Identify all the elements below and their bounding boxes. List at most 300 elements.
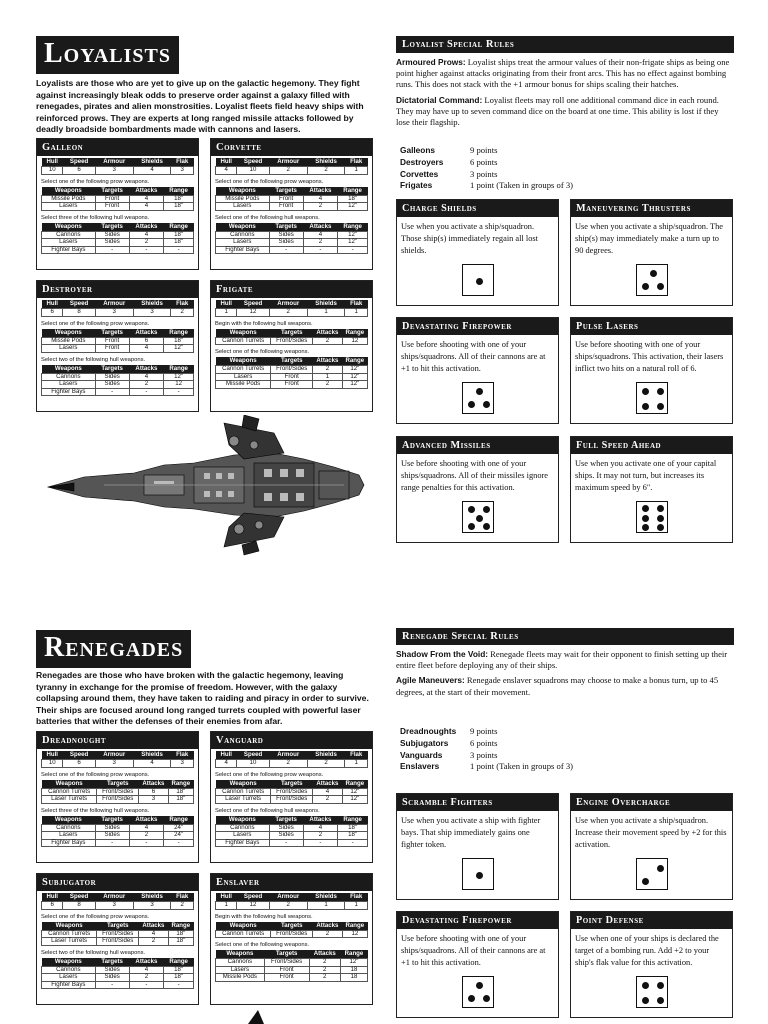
- stats-header-row: [216, 751, 368, 760]
- points-row: [400, 145, 573, 157]
- ship-card-body: [211, 298, 372, 391]
- table-row: [216, 366, 368, 374]
- column-header: Attacks: [129, 329, 164, 338]
- hull-weapons-table: [41, 958, 194, 990]
- table-cell: Front/Sides: [271, 366, 313, 374]
- loyalists-title: Loyalists: [36, 36, 179, 74]
- command-card-point-defense: [570, 911, 733, 1018]
- die-face-3-icon: [462, 382, 494, 414]
- points-ship-name: Corvettes: [400, 168, 439, 179]
- die-face-6-icon: [636, 501, 668, 533]
- command-card-title: Advanced Missiles: [397, 437, 558, 454]
- column-header: Speed: [63, 300, 95, 309]
- column-header: Armour: [269, 751, 307, 760]
- die-face-3-icon: [636, 264, 668, 296]
- points-value: 6 points: [470, 156, 498, 167]
- column-header: Targets: [97, 780, 139, 789]
- column-header: Speed: [63, 158, 95, 167]
- stats-table: [41, 751, 194, 768]
- die-pip: [642, 524, 649, 531]
- table-row: [216, 959, 368, 967]
- weapon-instructions: Select one of the following prow weapons.: [41, 178, 150, 185]
- table-cell: Front: [269, 195, 303, 203]
- table-cell: 12": [340, 959, 367, 967]
- table-cell: Lasers: [216, 203, 270, 211]
- table-cell: 1: [307, 902, 345, 910]
- die-pip: [642, 388, 649, 395]
- table-cell: 12: [237, 902, 269, 910]
- table-cell: 2: [313, 930, 342, 938]
- table-cell: Front/Sides: [97, 796, 139, 804]
- ship-card-title: Vanguard: [211, 732, 372, 749]
- ship-card-body: [211, 156, 372, 256]
- column-header: Targets: [271, 329, 313, 338]
- hull-weapons-table: [41, 365, 194, 397]
- table-cell: -: [95, 246, 129, 254]
- weapon-instructions: Select one of the following prow weapons.: [215, 771, 324, 778]
- table-row: [42, 839, 194, 847]
- loyalist-rule-dictatorial-command: Dictatorial Command: Loyalist fleets may roll one additional command dice in each round. They may have up to seven command dice on the board at one time. This ability is lost if they lose their flagship.: [396, 94, 719, 128]
- table-cell: 4: [129, 231, 164, 239]
- column-header: Speed: [237, 751, 269, 760]
- table-cell: 2: [269, 902, 307, 910]
- loyalists-intro: Loyalists are those who are yet to give up on the galactic hegemony. They fight against increasingly bleak odds to preserve order against a galaxy filled with renegades, pirates and alien monstrosities. Loyalist fleets field heavy ships with reinforced prows. They are experts at long ranged missile attacks followed by deadly broadside bombardments made with cannons and lasers.: [36, 78, 364, 135]
- table-cell: 3: [95, 902, 133, 910]
- table-cell: 2: [307, 760, 345, 768]
- column-header: Speed: [237, 158, 269, 167]
- column-header: Flak: [345, 751, 368, 760]
- table-cell: 2: [303, 832, 338, 840]
- table-row: [42, 981, 194, 989]
- die-pip: [476, 872, 483, 879]
- command-card-scramble-fighters: [396, 793, 559, 900]
- column-header: Attacks: [129, 365, 164, 374]
- table-cell: Sides: [269, 239, 303, 247]
- column-header: Range: [338, 223, 368, 232]
- column-header: Attacks: [139, 780, 168, 789]
- die-face-4-icon: [636, 976, 668, 1008]
- column-header: Weapons: [42, 329, 96, 338]
- command-card-maneuvering-thrusters: [570, 199, 733, 306]
- command-card-engine-overcharge: [570, 793, 733, 900]
- table-cell: -: [95, 839, 129, 847]
- points-value: 6 points: [470, 737, 498, 748]
- table-cell: -: [164, 839, 194, 847]
- table-cell: Cannons: [42, 824, 96, 832]
- prow-weapons-header-row: [42, 187, 194, 196]
- command-card-text: Use when you activate a ship/squadron. Increase their movement speed by +2 for this activation.: [575, 816, 727, 849]
- prow-weapons-header-row: [216, 922, 368, 931]
- column-header: Hull: [216, 893, 237, 902]
- renegade-ship-illustration-fragment: [246, 1008, 266, 1024]
- table-row: [216, 839, 368, 847]
- points-value: 1 point (Taken in groups of 3): [470, 761, 573, 772]
- table-cell: Lasers: [216, 966, 265, 974]
- command-card-title: Engine Overcharge: [571, 794, 732, 811]
- die-pip: [476, 982, 483, 989]
- table-cell: 2: [129, 832, 164, 840]
- weapon-instructions: Select one of the following prow weapons.: [215, 178, 324, 185]
- prow-weapons-header-row: [42, 329, 194, 338]
- table-cell: Cannons: [216, 231, 270, 239]
- column-header: Targets: [271, 780, 313, 789]
- points-ship-name: Vanguards: [400, 749, 443, 760]
- loyalist-rules-header: Loyalist Special Rules: [396, 36, 734, 53]
- command-card-text: Use when you activate a ship with fighter bays. That ship immediately gains one fighter token.: [401, 816, 541, 849]
- command-card-title: Charge Shields: [397, 200, 558, 217]
- column-header: Targets: [269, 223, 303, 232]
- table-cell: Sides: [95, 832, 129, 840]
- table-cell: 12": [164, 373, 194, 381]
- points-ship-name: Enslavers: [400, 761, 440, 772]
- die-pip: [468, 995, 475, 1002]
- die-pip: [483, 401, 490, 408]
- column-header: Hull: [42, 893, 63, 902]
- column-header: Armour: [269, 158, 307, 167]
- renegade-rule-agile: Agile Maneuvers: Renegade enslaver squadrons may choose to make a bonus turn, up to 45 degrees, at the start of their movement.: [396, 675, 719, 697]
- table-cell: 1: [216, 309, 237, 317]
- points-value: 9 points: [470, 145, 498, 155]
- table-cell: 2: [171, 309, 194, 317]
- table-cell: 1: [216, 902, 237, 910]
- stats-table: [41, 300, 194, 317]
- table-cell: 12": [338, 239, 368, 247]
- table-cell: 6: [129, 337, 164, 345]
- column-header: Hull: [216, 300, 237, 309]
- weapon-instructions: Select three of the following hull weapons.: [41, 807, 150, 814]
- points-row: [400, 750, 573, 762]
- table-cell: 2: [129, 974, 164, 982]
- command-card-text: Use when one of your ships is declared the target of a bombing run. Add +2 to your ship's flak value for this activation.: [575, 934, 719, 967]
- table-cell: 1: [345, 167, 368, 175]
- renegade-rule-shadow: Shadow From the Void: Renegade fleets may wait for their opponent to finish setting up their entire fleet before deploying any of their ships.: [396, 649, 728, 671]
- column-header: Range: [164, 958, 194, 967]
- table-cell: 2: [313, 796, 342, 804]
- column-header: Targets: [95, 365, 129, 374]
- column-header: Flak: [345, 158, 368, 167]
- die-pip: [642, 283, 649, 290]
- table-cell: 6: [42, 309, 63, 317]
- hull-weapons-header-row: [216, 816, 368, 825]
- hull-weapons-table: [215, 223, 368, 255]
- table-cell: Sides: [95, 239, 129, 247]
- column-header: Attacks: [129, 816, 164, 825]
- prow-weapons-header-row: [42, 922, 194, 931]
- table-cell: -: [129, 246, 164, 254]
- die-pip: [483, 995, 490, 1002]
- table-cell: -: [129, 388, 164, 396]
- table-cell: 10: [237, 167, 269, 175]
- column-header: Targets: [95, 329, 129, 338]
- table-cell: 4: [129, 345, 164, 353]
- table-cell: 2: [313, 337, 342, 345]
- prow-weapons-table: [215, 329, 368, 346]
- loyalist-points-list: [400, 145, 573, 192]
- command-card-pulse-lasers: [570, 317, 733, 424]
- table-cell: 18: [340, 974, 367, 982]
- table-cell: 18": [164, 966, 194, 974]
- table-row: [216, 974, 368, 982]
- table-cell: 12": [164, 345, 194, 353]
- table-cell: Sides: [95, 824, 129, 832]
- table-cell: 3: [171, 760, 194, 768]
- column-header: Targets: [97, 922, 139, 931]
- command-card-devastating-firepower: [396, 317, 559, 424]
- column-header: Weapons: [216, 223, 270, 232]
- command-card-title: Maneuvering Thrusters: [571, 200, 732, 217]
- column-header: Weapons: [42, 922, 97, 931]
- die-face-2-icon: [636, 858, 668, 890]
- table-cell: 12": [342, 796, 367, 804]
- table-cell: 4: [216, 167, 237, 175]
- stats-header-row: [42, 300, 194, 309]
- table-cell: Cannons: [216, 824, 270, 832]
- column-header: Targets: [271, 922, 313, 931]
- table-cell: 2: [139, 938, 168, 946]
- table-cell: 18": [338, 832, 368, 840]
- table-cell: Fighter Bays: [42, 839, 96, 847]
- hull-weapons-table: [215, 357, 368, 389]
- table-cell: 12: [342, 337, 367, 345]
- ship-card-body: [211, 891, 372, 984]
- stats-header-row: [216, 893, 368, 902]
- ship-card-body: [37, 749, 198, 849]
- table-cell: 6: [139, 788, 168, 796]
- table-cell: 4: [129, 195, 164, 203]
- table-cell: Lasers: [42, 974, 96, 982]
- table-cell: Fighter Bays: [42, 246, 96, 254]
- column-header: Armour: [95, 893, 133, 902]
- table-cell: 3: [171, 167, 194, 175]
- ship-card-corvette: [210, 138, 373, 270]
- table-row: [42, 902, 194, 910]
- table-cell: 6: [63, 760, 95, 768]
- table-cell: Cannons: [216, 959, 265, 967]
- table-cell: 2: [269, 309, 307, 317]
- table-row: [42, 388, 194, 396]
- die-pip: [650, 270, 657, 277]
- die-pip: [476, 278, 483, 285]
- table-cell: 1: [345, 902, 368, 910]
- table-row: [42, 381, 194, 389]
- table-cell: 2: [313, 366, 342, 374]
- table-cell: 4: [313, 788, 342, 796]
- table-cell: Front/Sides: [271, 930, 313, 938]
- table-cell: Front/Sides: [97, 930, 139, 938]
- column-header: Armour: [95, 158, 133, 167]
- weapon-instructions: Select one of the following prow weapons.: [41, 771, 150, 778]
- table-cell: Front/Sides: [271, 796, 313, 804]
- table-cell: 24": [164, 824, 194, 832]
- column-header: Shields: [307, 300, 345, 309]
- column-header: Flak: [171, 158, 194, 167]
- table-row: [42, 938, 194, 946]
- table-cell: 18": [168, 796, 193, 804]
- command-card-text: Use when you activate a ship/squadron. The ship(s) may immediately make a turn up to 90 degrees.: [575, 222, 723, 255]
- column-header: Hull: [42, 158, 63, 167]
- column-header: Shields: [307, 158, 345, 167]
- table-cell: Sides: [95, 974, 129, 982]
- ship-card-destroyer: [36, 280, 199, 412]
- points-row: [400, 157, 573, 169]
- table-cell: Front/Sides: [271, 337, 313, 345]
- table-cell: 3: [133, 309, 171, 317]
- stats-header-row: [216, 158, 368, 167]
- die-face-1-icon: [462, 858, 494, 890]
- table-cell: Cannon Turrets: [216, 930, 271, 938]
- hull-weapons-header-row: [42, 958, 194, 967]
- table-cell: 18": [164, 203, 194, 211]
- command-card-text: Use when you activate a ship/squadron. Those ship(s) immediately regain all lost shields.: [401, 222, 538, 255]
- prow-weapons-header-row: [216, 780, 368, 789]
- die-pip: [642, 997, 649, 1004]
- command-card-text: Use before shooting with one of your ships/squadrons. All of their cannons are at +1 to hit this activation.: [401, 340, 546, 373]
- hull-weapons-header-row: [42, 365, 194, 374]
- column-header: Targets: [95, 816, 129, 825]
- column-header: Range: [338, 816, 368, 825]
- column-header: Range: [164, 365, 194, 374]
- weapon-instructions: Select one of the following hull weapons.: [215, 807, 320, 814]
- table-cell: Fighter Bays: [216, 839, 270, 847]
- table-cell: Front: [95, 195, 129, 203]
- points-value: 1 point (Taken in groups of 3): [470, 180, 573, 191]
- ship-card-body: [37, 156, 198, 256]
- command-card-title: Pulse Lasers: [571, 318, 732, 335]
- table-cell: 18: [340, 966, 367, 974]
- table-cell: 2: [129, 239, 164, 247]
- die-pip: [468, 506, 475, 513]
- die-face-3-icon: [462, 976, 494, 1008]
- table-cell: -: [164, 246, 194, 254]
- table-cell: 4: [216, 760, 237, 768]
- table-cell: Lasers: [42, 832, 96, 840]
- table-cell: 2: [303, 239, 338, 247]
- table-cell: -: [95, 388, 129, 396]
- points-row: [400, 180, 573, 192]
- die-pip: [657, 388, 664, 395]
- table-cell: 3: [95, 167, 133, 175]
- table-cell: Cannons: [42, 373, 96, 381]
- die-pip: [657, 505, 664, 512]
- column-header: Attacks: [303, 223, 338, 232]
- column-header: Shields: [133, 893, 171, 902]
- table-cell: 4: [139, 930, 168, 938]
- table-cell: Lasers: [42, 203, 96, 211]
- points-row: [400, 738, 573, 750]
- loyalist-ship-illustration: [44, 415, 370, 595]
- table-cell: Missile Pods: [216, 195, 270, 203]
- table-cell: Laser Turrets: [42, 938, 97, 946]
- table-cell: 2: [269, 760, 307, 768]
- table-cell: 2: [303, 203, 338, 211]
- table-cell: 10: [42, 167, 63, 175]
- table-row: [216, 381, 368, 389]
- ship-card-title: Subjugator: [37, 874, 198, 891]
- column-header: Attacks: [129, 187, 164, 196]
- table-cell: 2: [309, 959, 340, 967]
- column-header: Targets: [95, 958, 129, 967]
- die-pip: [657, 515, 664, 522]
- column-header: Weapons: [216, 780, 271, 789]
- stats-table: [215, 158, 368, 175]
- column-header: Weapons: [42, 223, 96, 232]
- column-header: Hull: [42, 751, 63, 760]
- table-row: [216, 902, 368, 910]
- command-card-text: Use before shooting with one of your ships/squadrons. All of their cannons are at +1 to hit this activation.: [401, 934, 546, 967]
- column-header: Weapons: [216, 816, 270, 825]
- ship-card-title: Dreadnought: [37, 732, 198, 749]
- table-cell: 12": [342, 381, 367, 389]
- table-cell: 2: [313, 381, 342, 389]
- hull-weapons-table: [41, 223, 194, 255]
- column-header: Speed: [237, 893, 269, 902]
- points-ship-name: Frigates: [400, 180, 433, 191]
- column-header: Attacks: [309, 950, 340, 959]
- table-cell: 4: [129, 966, 164, 974]
- table-cell: Sides: [95, 966, 129, 974]
- column-header: Flak: [171, 751, 194, 760]
- column-header: Weapons: [42, 958, 96, 967]
- table-cell: Front: [264, 966, 309, 974]
- column-header: Flak: [345, 300, 368, 309]
- table-cell: Sides: [269, 231, 303, 239]
- command-card-text: Use before shooting with one of your ships/squadrons. All of their missiles ignore range penalties for this activation.: [401, 459, 549, 492]
- table-cell: Cannon Turrets: [216, 788, 271, 796]
- table-cell: Lasers: [216, 832, 270, 840]
- prow-weapons-table: [41, 187, 194, 211]
- command-card-text: Use when you activate one of your capital ships. It may not turn, but increases its maximum speed by 6".: [575, 459, 717, 492]
- table-cell: 24": [164, 832, 194, 840]
- table-cell: 2: [269, 167, 307, 175]
- table-cell: Front: [264, 974, 309, 982]
- column-header: Range: [164, 816, 194, 825]
- column-header: Range: [168, 922, 193, 931]
- points-value: 9 points: [470, 726, 498, 736]
- column-header: Weapons: [216, 329, 271, 338]
- table-cell: Fighter Bays: [216, 246, 270, 254]
- die-pip: [657, 283, 664, 290]
- table-cell: Front: [95, 203, 129, 211]
- die-face-1-icon: [462, 264, 494, 296]
- table-row: [216, 239, 368, 247]
- table-cell: Lasers: [42, 381, 96, 389]
- column-header: Speed: [63, 751, 95, 760]
- table-cell: 4: [129, 373, 164, 381]
- table-row: [216, 167, 368, 175]
- column-header: Range: [168, 780, 193, 789]
- prow-weapons-header-row: [216, 187, 368, 196]
- column-header: Armour: [95, 751, 133, 760]
- die-pip: [642, 982, 649, 989]
- table-cell: 12: [164, 381, 194, 389]
- table-row: [216, 930, 368, 938]
- table-cell: Sides: [95, 373, 129, 381]
- hull-weapons-table: [215, 950, 368, 982]
- column-header: Weapons: [42, 816, 96, 825]
- table-cell: 18": [168, 938, 193, 946]
- table-cell: 18": [164, 231, 194, 239]
- table-row: [42, 796, 194, 804]
- column-header: Range: [340, 950, 367, 959]
- die-pip: [657, 997, 664, 1004]
- table-cell: 2: [129, 381, 164, 389]
- table-cell: Missile Pods: [42, 337, 96, 345]
- weapon-instructions: Select one of the following hull weapons.: [215, 214, 320, 221]
- table-cell: 12: [342, 930, 367, 938]
- ship-card-title: Corvette: [211, 139, 372, 156]
- table-cell: -: [303, 839, 338, 847]
- column-header: Hull: [216, 751, 237, 760]
